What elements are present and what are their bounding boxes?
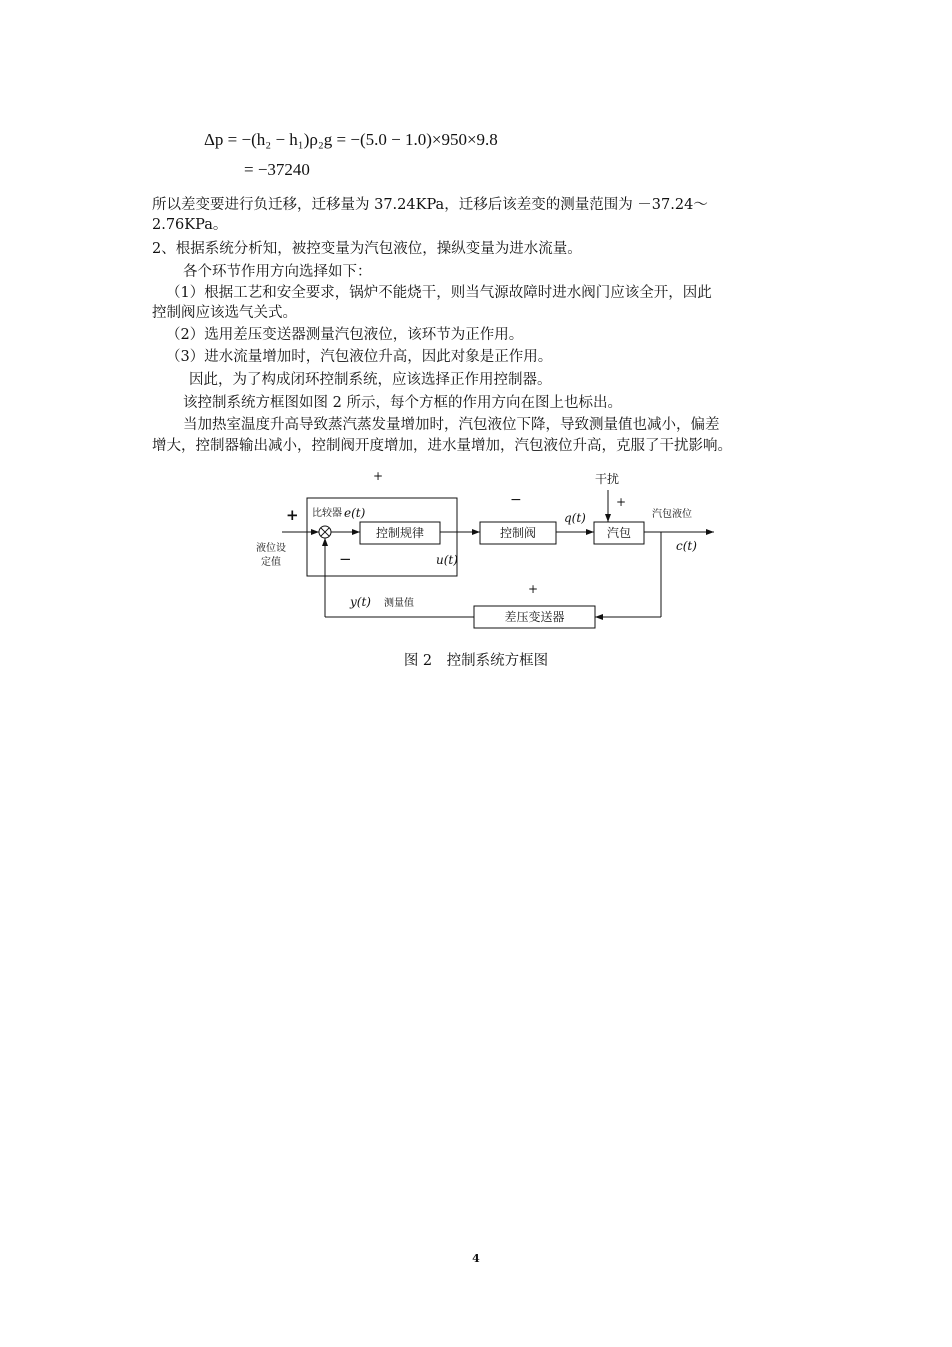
- paragraph-line: 当加热室温度升高导致蒸汽蒸发量增加时，汽包液位下降，导致测量值也减小，偏差: [183, 417, 720, 433]
- paragraph-line: 该控制系统方框图如图 2 所示，每个方框的作用方向在图上也标出。: [183, 395, 622, 411]
- paragraph-line: 增大，控制器输出减小，控制阀开度增加，进水量增加，汽包液位升高，克服了干扰影响。: [152, 438, 732, 454]
- paragraph-line: 控制阀应该选气关式。: [152, 305, 297, 321]
- paragraph-line: 所以差变要进行负迁移，迁移量为 37.24KPa，迁移后该差变的测量范围为 －37.24～: [152, 197, 708, 213]
- equation-line-2: = −37240: [244, 160, 310, 179]
- controller-sign: +: [373, 469, 384, 483]
- figure-caption: 图 2 控制系统方框图: [403, 653, 549, 669]
- output-signal-label: c(t): [676, 539, 697, 553]
- control-signal-label: u(t): [436, 553, 458, 567]
- drum-box-label: 汽包: [606, 526, 631, 540]
- paragraph-line: 2、根据系统分析知，被控变量为汽包液位，操纵变量为进水流量。: [152, 241, 582, 257]
- equation-line-1: Δp = −(h₂ − h₁)ρ₂g = −(5.0 − 1.0)×950×9.8: [204, 130, 498, 149]
- disturbance-label: 干扰: [595, 472, 620, 486]
- error-signal-label: e(t): [344, 506, 366, 520]
- minus-sign-feedback: −: [339, 550, 352, 568]
- control-block-diagram: [250, 466, 730, 636]
- paragraph-line: （3）进水流量增加时，汽包液位升高，因此对象是正作用。: [166, 349, 553, 365]
- valve-sign: −: [510, 492, 522, 508]
- paragraph-line: （2）选用差压变送器测量汽包液位，该环节为正作用。: [166, 327, 524, 343]
- comparator-label: 比较器: [312, 508, 342, 519]
- paragraph-line: （1）根据工艺和安全要求，锅炉不能烧干，则当气源故障时进水阀门应该全开，因此: [166, 285, 712, 301]
- controller-box-label: 控制规律: [375, 526, 424, 540]
- plus-sign-input: +: [286, 506, 299, 524]
- paragraph-line: 各个环节作用方向选择如下：: [183, 264, 372, 280]
- transmitter-box-label: 差压变送器: [504, 610, 565, 624]
- disturbance-sign: +: [616, 495, 627, 509]
- paragraph-line: 因此，为了构成闭环控制系统，应该选择正作用控制器。: [189, 372, 552, 388]
- transmitter-sign: +: [528, 582, 539, 596]
- page-number: 4: [472, 1252, 480, 1265]
- setpoint-label: 液位设 定值: [256, 543, 286, 568]
- measurement-signal-label: y(t): [350, 595, 371, 609]
- valve-box-label: 控制阀: [499, 526, 536, 540]
- paragraph-line: 2.76KPa。: [152, 217, 228, 233]
- measurement-label: 测量值: [384, 598, 414, 609]
- flow-signal-label: q(t): [564, 511, 586, 525]
- output-label: 汽包液位: [652, 509, 692, 520]
